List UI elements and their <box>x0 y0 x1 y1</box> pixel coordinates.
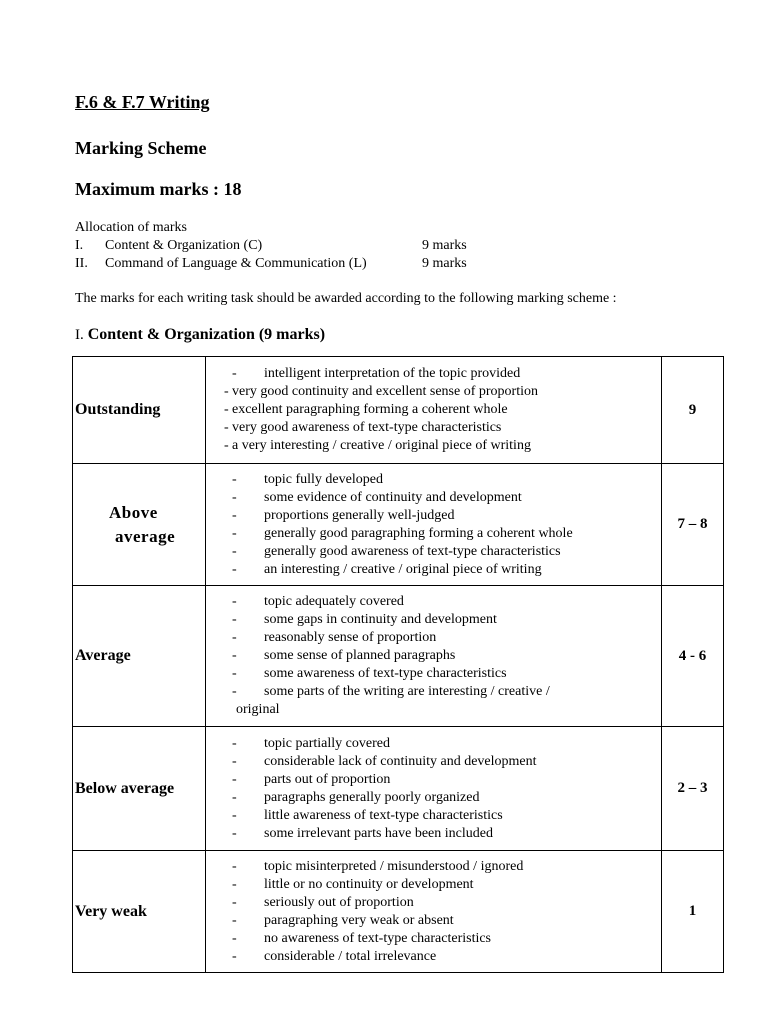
descriptor-text: very good awareness of text-type characteristics <box>232 420 502 435</box>
bullet-dash: - <box>232 930 237 946</box>
scheme-row <box>73 586 724 727</box>
allocation-of-marks <box>75 219 467 273</box>
descriptor-cell <box>206 586 662 727</box>
descriptor-item <box>232 629 657 647</box>
descriptor-item <box>232 647 657 665</box>
bullet-dash: - <box>232 825 237 841</box>
bullet-dash: - <box>232 525 237 541</box>
descriptor-item <box>232 930 657 948</box>
descriptor-item <box>224 437 657 455</box>
document-title: F.6 & F.7 Writing <box>75 92 210 112</box>
bullet-dash: - <box>232 630 237 645</box>
bullet-dash: - <box>224 420 229 435</box>
bullet-dash: - <box>232 753 237 769</box>
descriptor-text: intelligent interpretation of the topic provided <box>264 366 521 381</box>
descriptor-cell <box>206 464 662 586</box>
descriptor-item <box>232 771 657 789</box>
bullet-dash: - <box>232 612 237 627</box>
descriptor-item <box>232 807 657 825</box>
score-cell: 7 – 8 <box>662 464 724 586</box>
descriptor-item <box>232 789 657 807</box>
descriptor-item <box>232 894 657 912</box>
descriptor-text: paragraphing very weak or absent <box>264 912 454 928</box>
descriptor-text: parts out of proportion <box>264 771 391 787</box>
section-heading <box>75 326 325 344</box>
marking-scheme-table <box>72 356 724 973</box>
score-cell: 2 – 3 <box>662 727 724 851</box>
level-label: Very weak <box>75 902 147 920</box>
descriptor-item <box>232 507 657 525</box>
allocation-label: Command of Language & Communication (L) <box>105 256 367 271</box>
bullet-dash: - <box>232 894 237 910</box>
bullet-dash: - <box>232 948 237 964</box>
allocation-item <box>75 255 467 273</box>
descriptor-item <box>224 401 657 419</box>
level-label: Outstanding <box>75 401 161 418</box>
section-title: Content & Organization (9 marks) <box>87 326 326 343</box>
scheme-row <box>73 357 724 464</box>
descriptor-cell <box>206 851 662 973</box>
descriptor-item <box>232 912 657 930</box>
descriptor-item <box>232 753 657 771</box>
bullet-dash: - <box>232 471 237 487</box>
descriptor-text: some awareness of text-type characteristics <box>264 666 507 681</box>
descriptor-text: proportions generally well-judged <box>264 507 455 523</box>
descriptor-text: some irrelevant parts have been included <box>264 825 493 841</box>
bullet-dash: - <box>232 807 237 823</box>
descriptor-text: excellent paragraphing forming a coherent whole <box>232 402 508 417</box>
descriptor-item <box>232 561 657 579</box>
descriptor-item <box>232 683 657 701</box>
descriptor-item <box>232 876 657 894</box>
descriptor-item <box>224 419 657 437</box>
descriptor-text: topic fully developed <box>264 471 383 487</box>
descriptor-continuation: original <box>236 702 280 717</box>
descriptor-item <box>232 489 657 507</box>
level-label: Below average <box>75 779 175 797</box>
descriptor-item <box>232 825 657 843</box>
descriptor-text: some gaps in continuity and development <box>264 612 497 627</box>
descriptor-text: paragraphs generally poorly organized <box>264 789 480 805</box>
descriptor-item <box>232 735 657 753</box>
descriptor-item <box>232 665 657 683</box>
descriptor-item <box>232 858 657 876</box>
bullet-dash: - <box>232 771 237 787</box>
score-cell: 9 <box>662 357 724 464</box>
document-subtitle: Marking Scheme <box>75 138 207 158</box>
score-cell: 1 <box>662 851 724 973</box>
descriptor-text: little or no continuity or development <box>264 876 474 892</box>
bullet-dash: - <box>232 543 237 559</box>
descriptor-text: very good continuity and excellent sense of proportion <box>232 384 538 399</box>
intro-paragraph: The marks for each writing task should be awarded according to the following marking scheme : <box>75 291 617 306</box>
descriptor-text: an interesting / creative / original piece of writing <box>264 561 542 577</box>
bullet-dash: - <box>232 735 237 751</box>
bullet-dash: - <box>232 912 237 928</box>
level-cell <box>73 727 206 851</box>
level-label: Above <box>109 502 158 522</box>
level-cell <box>73 586 206 727</box>
allocation-heading: Allocation of marks <box>75 220 187 235</box>
descriptor-item <box>232 948 657 966</box>
descriptor-text: generally good awareness of text-type characteristics <box>264 543 561 559</box>
level-cell <box>73 851 206 973</box>
bullet-dash: - <box>232 507 237 523</box>
allocation-item <box>75 237 467 255</box>
descriptor-text: little awareness of text-type characteristics <box>264 807 503 823</box>
scheme-row <box>73 851 724 973</box>
descriptor-cell <box>206 727 662 851</box>
scheme-row <box>73 727 724 851</box>
descriptor-text: considerable lack of continuity and development <box>264 753 537 769</box>
maximum-marks: Maximum marks : 18 <box>75 179 242 199</box>
allocation-marks: 9 marks <box>422 256 467 271</box>
descriptor-text: considerable / total irrelevance <box>264 948 437 964</box>
allocation-number: II. <box>75 256 88 271</box>
allocation-number: I. <box>75 238 84 253</box>
descriptor-text: some parts of the writing are interesting / creative / <box>264 684 550 699</box>
bullet-dash: - <box>224 438 229 453</box>
descriptor-text: generally good paragraphing forming a coherent whole <box>264 525 573 541</box>
descriptor-item <box>232 471 657 489</box>
bullet-dash: - <box>232 366 237 381</box>
descriptor-item <box>232 543 657 561</box>
allocation-label: Content & Organization (C) <box>105 238 263 253</box>
score-cell: 4 - 6 <box>662 586 724 727</box>
descriptor-item <box>232 525 657 543</box>
bullet-dash: - <box>232 684 237 699</box>
descriptor-text: a very interesting / creative / original piece of writing <box>232 438 531 453</box>
descriptor-text: topic misinterpreted / misunderstood / ignored <box>264 858 524 874</box>
descriptor-text: no awareness of text-type characteristics <box>264 930 492 946</box>
level-label: Average <box>75 647 131 664</box>
descriptor-text: topic adequately covered <box>264 594 404 609</box>
descriptor-item <box>232 611 657 629</box>
descriptor-text: topic partially covered <box>264 735 390 751</box>
level-cell <box>73 464 206 586</box>
bullet-dash: - <box>224 384 229 399</box>
descriptor-cell <box>206 357 662 464</box>
descriptor-item <box>232 365 657 383</box>
bullet-dash: - <box>232 666 237 681</box>
allocation-marks: 9 marks <box>422 238 467 253</box>
level-cell <box>73 357 206 464</box>
bullet-dash: - <box>232 858 237 874</box>
descriptor-item <box>224 383 657 401</box>
bullet-dash: - <box>224 402 229 417</box>
bullet-dash: - <box>232 648 237 663</box>
bullet-dash: - <box>232 561 237 577</box>
section-number: I. <box>75 327 84 343</box>
level-label: average <box>115 526 176 546</box>
bullet-dash: - <box>232 789 237 805</box>
bullet-dash: - <box>232 489 237 505</box>
bullet-dash: - <box>232 594 237 609</box>
descriptor-item <box>232 593 657 611</box>
descriptor-text: seriously out of proportion <box>264 894 414 910</box>
descriptor-text: some sense of planned paragraphs <box>264 648 456 663</box>
scheme-row <box>73 464 724 586</box>
descriptor-text: reasonably sense of proportion <box>264 630 437 645</box>
descriptor-text: some evidence of continuity and development <box>264 489 522 505</box>
bullet-dash: - <box>232 876 237 892</box>
